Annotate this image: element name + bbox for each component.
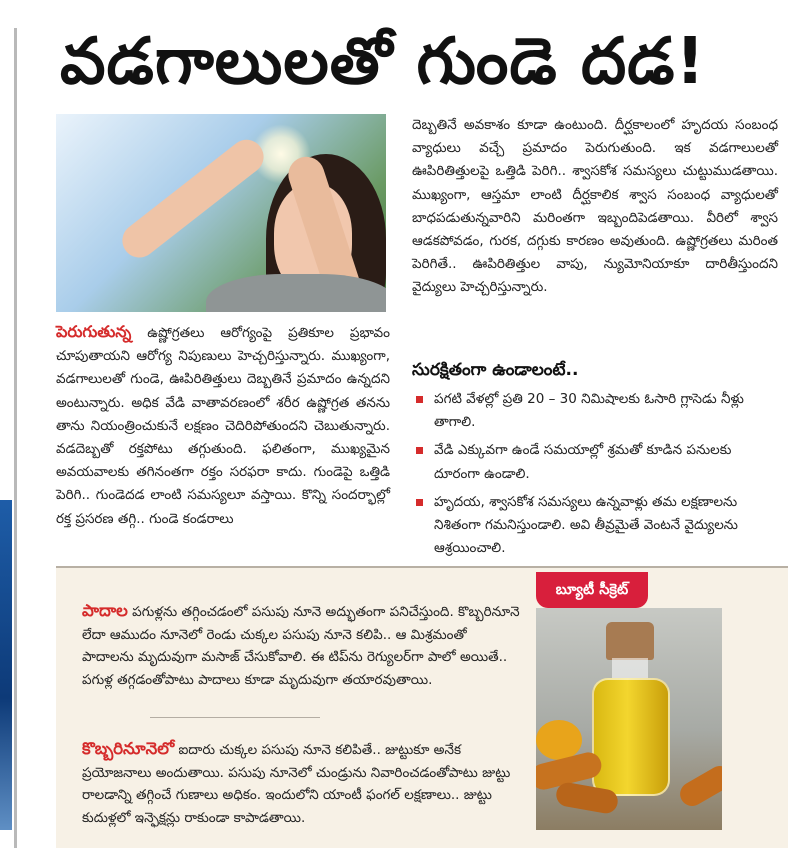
- tip-hair-lead: కొబ్బరినూనెలో: [82, 739, 175, 758]
- safety-heading: సురక్షితంగా ఉండాలంటే..: [412, 360, 579, 380]
- safety-item: పగటి వేళల్లో ప్రతి 20 – 30 నిమిషాలకు ఓసారి గ్లాసెడు నీళ్లు తాగాలి.: [412, 388, 780, 434]
- turmeric-oil-photo: [536, 608, 722, 830]
- left-column-lead: పెరుగుతున్న: [56, 322, 132, 341]
- beauty-tip-hair: [82, 738, 522, 829]
- tip-hair-text: ఐదారు చుక్కల పసుపు నూనె కలిపితే.. జుట్టుకూ అనేక ప్రయోజనాలు అందుతాయి. పసుపు నూనెలో చుండ్రును నివారించడంతోపాటు జుట్టు రాలడాన్ని తగ్గించే గుణాలు అధికం. ఇందులోని యాంటీ ఫంగల్ లక్షణాలు.. జుట్టు కుదుళ్లలో ఇన్ఫెక్షన్లు రాకుండా కాపాడతాయి.: [82, 742, 511, 826]
- beauty-tip-feet: [82, 600, 522, 691]
- safety-item: వేడి ఎక్కువగా ఉండే సమయాల్లో శ్రమతో కూడిన పనులకు దూరంగా ఉండాలి.: [412, 439, 780, 485]
- page-edge-line: [14, 28, 17, 848]
- turmeric-powder: [536, 720, 582, 760]
- raised-hand: [116, 133, 271, 264]
- woman-in-heat-photo: [56, 114, 386, 312]
- safety-item: హృదయ, శ్వాసకోశ సమస్యలు ఉన్నవాళ్లు తమ లక్షణాలను నిశితంగా గమనిస్తుండాలి. అవి తీవ్రమైతే వెంటనే వైద్యులను ఆశ్రయించాలి.: [412, 491, 780, 561]
- headline: వడగాలులతో గుండె దడ!: [60, 25, 706, 99]
- tip-feet-text: పగుళ్లను తగ్గించడంలో పసుపు నూనె అద్భుతంగా పనిచేస్తుంది. కొబ్బరినూనె లేదా ఆముదం నూనెలో రెండు చుక్కల పసుపు నూనె కలిపి.. ఆ మిశ్రమంతో పాదాలను మృదువుగా మసాజ్ చేసుకోవాలి. ఈ టిప్‌ను రెగ్యులర్‌గా పాలో అయితే.. పగుళ్ల తగ్గడంతోపాటు పాదాలు కూడా మృదువుగా తయారవుతాయి.: [82, 604, 520, 688]
- tip-divider: [150, 717, 320, 718]
- tip-feet-lead: పాదాల: [82, 601, 128, 620]
- beauty-secret-badge: బ్యూటీ సీక్రెట్: [536, 572, 648, 608]
- shirt: [206, 274, 386, 312]
- left-column-text: ఉష్ణోగ్రతలు ఆరోగ్యంపై ప్రతికూల ప్రభావం చూపుతాయని ఆరోగ్య నిపుణులు హెచ్చరిస్తున్నారు. ముఖ్యంగా, వడగాలులతో గుండె, ఊపిరితిత్తులు దెబ్బతినే ప్రమాదం ఉన్నదని అంటున్నారు. అధిక వేడి వాతావరణంలో శరీర ఉష్ణోగ్రత తనను తాను నియంత్రించుకునే లక్షణం చెదిరిపోతుందని చెబుతున్నారు. వడదెబ్బతో రక్తపోటు తగ్గుతుంది. ఫలితంగా, ముఖ్యమైన అవయవాలకు తగినంతగా రక్తం సరఫరా కాదు. గుండెపై ఒత్తిడి పెరిగి.. గుండెదడ లాంటి సమస్యలూ వస్తాయి. కొన్ని సందర్భాల్లో రక్త ప్రసరణ తగ్గి.. గుండె కండరాలు: [56, 325, 390, 527]
- bottle-cork: [606, 622, 654, 660]
- left-column-body: [56, 320, 390, 531]
- right-column-body: దెబ్బతినే అవకాశం కూడా ఉంటుంది. దీర్ఘకాలంలో హృదయ సంబంధ వ్యాధులు వచ్చే ప్రమాదం పెరుగుతుంది. ఇక వడగాలులతో ఊపిరితిత్తులపై ఒత్తిడి పెరిగి.. శ్వాసకోశ సమస్యలు చుట్టుముడతాయి. ముఖ్యంగా, ఆస్తమా లాంటి దీర్ఘకాలిక శ్వాస సంబంధ వ్యాధులతో బాధపడుతున్నవారిని మరింతగా ఇబ్బందిపెడతాయి. వీరిలో శ్వాస ఆడకపోవడం, గురక, దగ్గుకు కారణం అవుతుంది. ఉష్ణోగ్రతలు మరింత పెరిగితే.. ఊపిరితిత్తుల వాపు, న్యుమోనియాకూ దారితీస్తుందని వైద్యులు హెచ్చరిస్తున్నారు.: [412, 117, 778, 296]
- turmeric-root: [676, 762, 722, 811]
- safety-list: [412, 388, 780, 565]
- adjacent-page-strip: [0, 500, 12, 830]
- oil-bottle: [592, 678, 670, 796]
